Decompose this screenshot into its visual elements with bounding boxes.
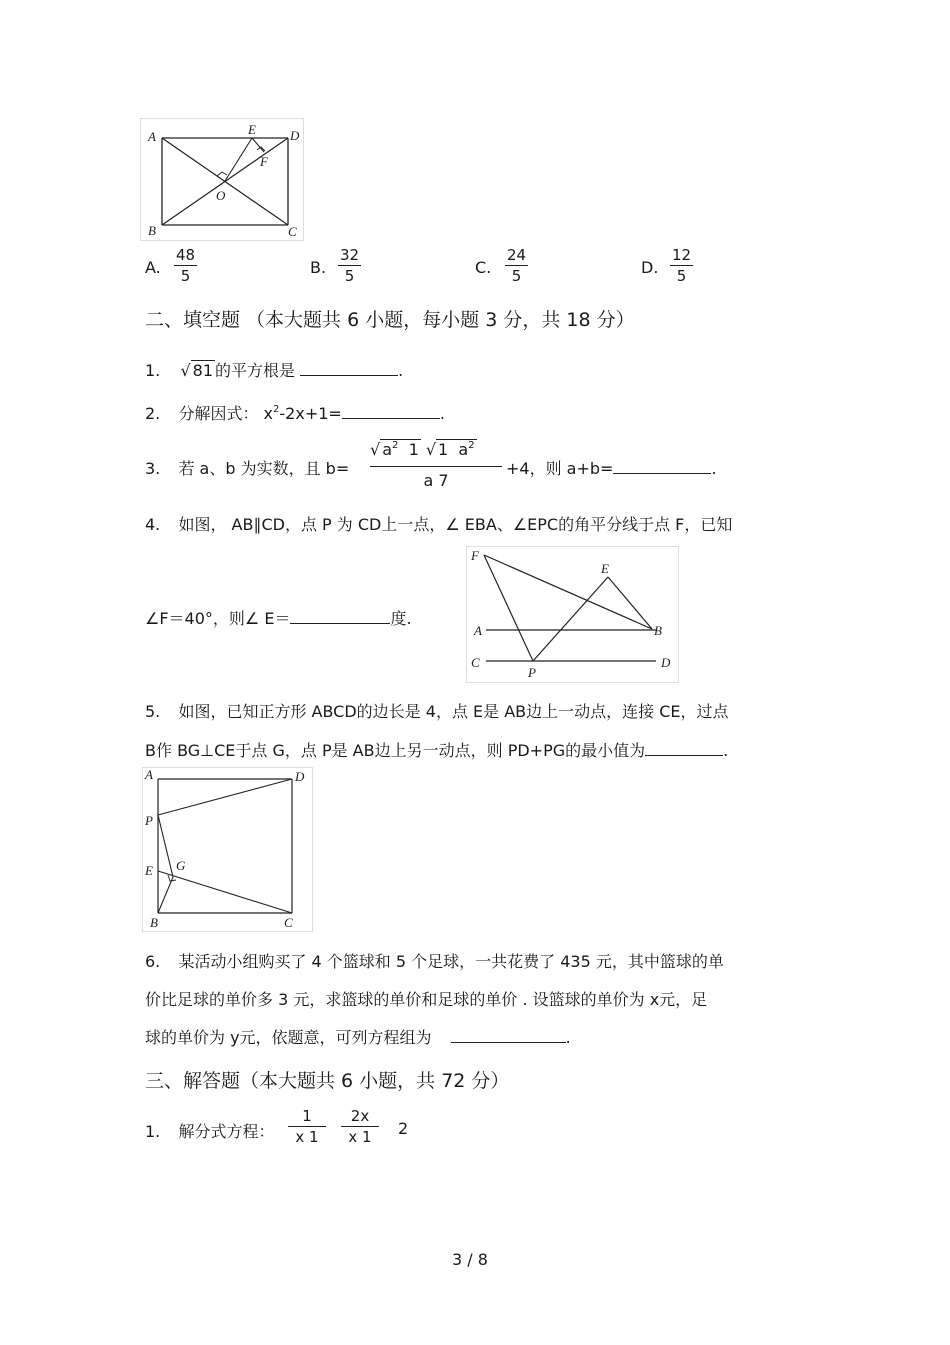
- fig2-label-C: C: [471, 655, 480, 670]
- q4-line1: [145, 512, 732, 535]
- q6-blank: [451, 1028, 566, 1043]
- q1: 1. √ 81 的平方根是 .: [145, 361, 404, 380]
- p1-fraction-1: [288, 1107, 326, 1146]
- option-a-fraction: [174, 246, 197, 285]
- q4-number: 4.: [145, 515, 161, 534]
- fig2-label-F: F: [471, 548, 479, 563]
- q6-number: 6.: [145, 952, 161, 971]
- q5-blank: [645, 741, 723, 756]
- fig3-label-C: C: [284, 915, 293, 930]
- q3-prefix: [145, 456, 349, 479]
- q2-text-b: -2x+1=: [279, 404, 342, 423]
- q5-text2: B作 BG⊥CE于点 G，点 P是 AB边上另一动点，则 PD+PG的最小值为: [145, 741, 646, 760]
- q3-denominator: a 7: [423, 471, 449, 490]
- fig1-label-O: O: [216, 188, 226, 203]
- fig1-label-B: B: [148, 223, 156, 238]
- q3-suffix: +4，则 a+b= .: [506, 459, 717, 478]
- page-number: 3 / 8: [452, 1250, 488, 1269]
- sqrt-icon: √: [370, 440, 381, 459]
- q3-blank: [613, 459, 711, 474]
- fig3-label-A: A: [145, 767, 153, 782]
- q3-num-b: 1: [408, 440, 419, 459]
- q3-num-sup2: 2: [468, 440, 475, 451]
- option-b-num: 32: [340, 246, 360, 264]
- option-b-fraction: [338, 246, 361, 285]
- q6-text: 某活动小组购买了 4 个篮球和 5 个足球，一共花费了 435 元，其中篮球的单: [178, 952, 724, 971]
- p1-rhs: 2: [398, 1119, 409, 1138]
- sqrt-icon: √: [425, 440, 437, 459]
- option-c-den: 5: [511, 267, 522, 285]
- p1-f2-den: x 1: [348, 1128, 372, 1146]
- q6-text3: 球的单价为 y元，依题意，可列方程组为: [145, 1028, 432, 1047]
- fig1-label-A: A: [148, 129, 156, 144]
- q3-num-sup: 2: [392, 440, 399, 451]
- q4-text2: ∠F＝40°，则∠ E＝: [145, 609, 291, 628]
- p1-number: 1.: [145, 1122, 161, 1141]
- q2: 2. 分解因式： $x^2-2x+1=$ .: [145, 404, 445, 423]
- fig3-label-P: P: [145, 813, 153, 828]
- q1-text: 的平方根是: [215, 361, 296, 380]
- option-a-den: 5: [180, 267, 191, 285]
- figure-square: [142, 767, 314, 933]
- fig1-label-D: D: [290, 128, 300, 143]
- option-c-letter: C.: [475, 258, 492, 277]
- fig3-label-D: D: [295, 769, 305, 784]
- fig3-label-G: G: [176, 858, 186, 873]
- fig1-label-C: C: [288, 224, 297, 239]
- figure-parallel-lines: [466, 546, 680, 684]
- q6-line2: 价比足球的单价多 3 元，求篮球的单价和足球的单价 . 设篮球的单价为 x元，足: [145, 990, 708, 1009]
- q1-radicand: 81: [192, 361, 214, 380]
- p1-f1-den: x 1: [295, 1128, 319, 1146]
- q5-line2: B作 BG⊥CE于点 G，点 P是 AB边上另一动点，则 PD+PG的最小值为 .: [145, 741, 729, 760]
- q4-blank: [290, 609, 390, 624]
- q1-number: 1.: [145, 361, 161, 380]
- q3-num-a: a: [382, 440, 393, 459]
- option-c-fraction: [505, 246, 528, 285]
- option-a-letter: A.: [145, 258, 161, 277]
- q5-text: 如图，已知正方形 ABCD的边长是 4，点 E是 AB边上一动点，连接 CE，过点: [178, 702, 729, 721]
- q3-num-d: a: [458, 440, 469, 459]
- q4-text: 如图， AB∥CD，点 P 为 CD上一点，∠ EBA、∠EPC的角平分线于点 F，已知: [178, 515, 733, 534]
- fig2-label-D: D: [661, 655, 671, 670]
- p1-f2-num: 2x: [350, 1107, 370, 1125]
- q3-num-c: 1: [438, 440, 449, 459]
- q2-text-a: 分解因式： x: [178, 404, 274, 423]
- option-d-letter: D.: [641, 258, 659, 277]
- fig2-label-E: E: [601, 561, 609, 576]
- option-d-num: 12: [672, 246, 692, 264]
- option-d-den: 5: [676, 267, 687, 285]
- q1-blank: [300, 361, 398, 376]
- q5-number: 5.: [145, 702, 161, 721]
- q6-line1: [145, 949, 724, 972]
- q4-line2: [145, 606, 412, 629]
- q5-line1: [145, 699, 729, 722]
- q3-text-b: +4，则 a+b=: [506, 459, 614, 478]
- option-a-num: 48: [176, 246, 196, 264]
- q6-line3: 球的单价为 y元，依题意，可列方程组为 .: [145, 1028, 571, 1047]
- q3-number: 3.: [145, 459, 161, 478]
- fig2-label-A: A: [474, 623, 482, 638]
- fig2-label-P: P: [528, 665, 536, 680]
- sqrt-icon: √: [180, 361, 191, 380]
- fig3-label-B: B: [150, 915, 158, 930]
- option-d-fraction: [670, 246, 693, 285]
- figure-rectangle: [140, 118, 308, 243]
- q2-number: 2.: [145, 404, 161, 423]
- fig1-label-E: E: [248, 122, 256, 137]
- q2-sup: 2: [273, 404, 280, 415]
- q3-numerator: [370, 440, 502, 460]
- option-c-num: 24: [507, 246, 527, 264]
- fig1-label-F: F: [260, 154, 268, 169]
- option-b-letter: B.: [310, 258, 327, 277]
- section2-title: 二、填空题 （本大题共 6 小题，每小题 3 分，共 18 分）: [145, 309, 635, 331]
- q3-text-a: 若 a、b 为实数，且 b=: [178, 459, 350, 478]
- p1-prefix: [145, 1119, 274, 1142]
- q3-fraction: [370, 440, 502, 490]
- fig3-label-E: E: [145, 863, 153, 878]
- option-b-den: 5: [344, 267, 355, 285]
- p1-f1-num: 1: [302, 1107, 312, 1125]
- q2-blank: [342, 404, 440, 419]
- p1-text: 解分式方程：: [178, 1122, 275, 1141]
- q4-unit: 度.: [390, 609, 412, 628]
- p1-fraction-2: [341, 1107, 379, 1146]
- section3-title: 三、解答题（本大题共 6 小题，共 72 分）: [145, 1070, 510, 1092]
- fig2-label-B: B: [654, 623, 662, 638]
